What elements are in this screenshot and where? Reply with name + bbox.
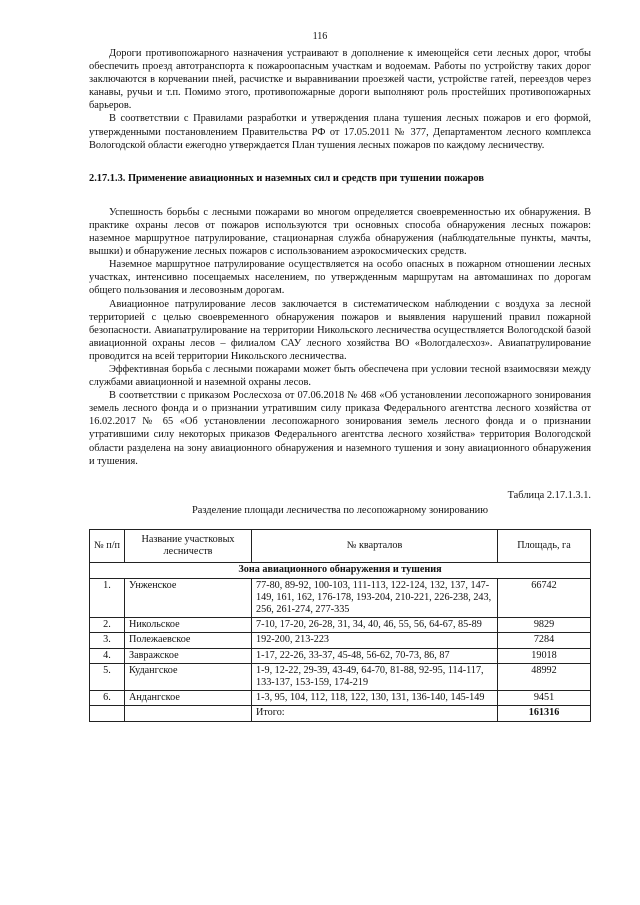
- cell-num: 5.: [90, 663, 125, 690]
- cell-area: 9829: [498, 618, 591, 633]
- section-heading: 2.17.1.3. Применение авиационных и наземных сил и средств при тушении пожаров: [89, 172, 484, 184]
- cell-name: Завражское: [125, 648, 252, 663]
- cell-area: 9451: [498, 691, 591, 706]
- cell-quarters: 1-17, 22-26, 33-37, 45-48, 56-62, 70-73, 86, 87: [252, 648, 498, 663]
- cell-area: 48992: [498, 663, 591, 690]
- cell-num: 6.: [90, 691, 125, 706]
- cell-quarters: 192-200, 213-223: [252, 633, 498, 648]
- cell-num: 3.: [90, 633, 125, 648]
- zone-label: Зона авиационного обнаружения и тушения: [90, 563, 591, 578]
- table-row: [90, 663, 591, 690]
- document-body: [89, 47, 591, 722]
- cell-area: 66742: [498, 578, 591, 618]
- cell-name: Андангское: [125, 691, 252, 706]
- total-value: 161316: [498, 706, 591, 721]
- paragraph: Авиационное патрулирование лесов заключается в систематическом наблюдении с воздуха за лесной территорией с целью своевременного обнаружения пожаров и выявления нарушений правил пожарной безопасности. Авиапатрулирование на территории Никольского лесничества осуществляется Вологодской базой авиационной охраны лесов – филиалом САУ лесного хозяйства ВО «Вологдалесхоз». Авиапатрулирование проводится на всей территории Никольского лесничества.: [89, 298, 591, 362]
- paragraph: Успешность борьбы с лесными пожарами во многом определяется своевременностью их обнаружения. В практике охраны лесов от пожаров используются три основных способа обнаружения лесных пожаров: наземное маршрутное патрулирование, стационарная служба обнаружения (наблюдательные пункты, мачты, вышки) и обнаружение лесных пожаров с использованием аэрокосмических средств.: [89, 206, 591, 258]
- cell-name: Кудангское: [125, 663, 252, 690]
- cell-empty: [125, 706, 252, 721]
- table-row: [90, 578, 591, 618]
- paragraph: В соответствии с приказом Рослесхоза от 07.06.2018 № 468 «Об установлении лесопожарного зонирования земель лесного фонда и о признании утратившим силу приказа Федерального агентства лесного хозяйства от 16.02.2017 № 65 «Об установлении лесопожарного зонирования земель лесного фонда и о признании утратившими силу некоторых приказов Федерального агентства лесного хозяйства» территория Вологодской области разделена на зону авиационного обнаружения и наземного тушения и зону авиационного обнаружения и тушения.: [89, 390, 591, 467]
- header-name: Название участковых лесничеств: [125, 529, 252, 562]
- cell-empty: [90, 706, 125, 721]
- page-number: 116: [312, 31, 328, 42]
- cell-num: 2.: [90, 618, 125, 633]
- paragraph: В соответствии с Правилами разработки и утверждения плана тушения лесных пожаров и его формой, утвержденными постановлением Правительства РФ от 17.05.2011 № 377, Департаментом лесного комплекса Вологодской области ежегодно утверждается План тушения лесных пожаров по каждому лесничеству.: [89, 113, 591, 151]
- cell-name: Полежаевское: [125, 633, 252, 648]
- cell-num: 4.: [90, 648, 125, 663]
- header-area: Площадь, га: [498, 529, 591, 562]
- cell-area: 7284: [498, 633, 591, 648]
- cell-quarters: 7-10, 17-20, 26-28, 31, 34, 40, 46, 55, 56, 64-67, 85-89: [252, 618, 498, 633]
- table-row: [90, 691, 591, 706]
- paragraph: Дороги противопожарного назначения устраивают в дополнение к имеющейся сети лесных дорог, чтобы обеспечить проезд автотранспорта к пожароопасным участкам и водоемам. Работы по устройству таких дорог заключаются в корчевании пней, расчистке и выравнивании проезжей части, устройстве гатей, переездов через канавы, ручьи и т.п. Помимо этого, противопожарные дороги выполняют роль простейших противопожарных барьеров.: [89, 48, 591, 112]
- total-row: [90, 706, 591, 721]
- cell-num: 1.: [90, 578, 125, 618]
- paragraph: Эффективная борьба с лесными пожарами может быть обеспечена при условии тесной взаимосвязи между службами авиационной и наземной охраны лесов.: [89, 363, 591, 389]
- header-num: № п/п: [90, 529, 125, 562]
- cell-quarters: 1-9, 12-22, 29-39, 43-49, 64-70, 81-88, 92-95, 114-117, 133-137, 153-159, 174-219: [252, 663, 498, 690]
- table-number: Таблица 2.17.1.3.1.: [507, 489, 591, 501]
- table-header-row: [90, 529, 591, 562]
- header-quarters: № кварталов: [252, 529, 498, 562]
- table-row: [90, 648, 591, 663]
- cell-name: Унженское: [125, 578, 252, 618]
- table-row: [90, 618, 591, 633]
- zone-row: [90, 563, 591, 578]
- total-label: Итого:: [252, 706, 498, 721]
- table-row: [90, 633, 591, 648]
- cell-area: 19018: [498, 648, 591, 663]
- table-title: Разделение площади лесничества по лесопожарному зонированию: [192, 504, 488, 516]
- cell-name: Никольское: [125, 618, 252, 633]
- cell-quarters: 1-3, 95, 104, 112, 118, 122, 130, 131, 136-140, 145-149: [252, 691, 498, 706]
- cell-quarters: 77-80, 89-92, 100-103, 111-113, 122-124, 132, 137, 147-149, 161, 162, 176-178, 193-204, 210-221, 226-238, 243, 256, 261-274, 277-335: [252, 578, 498, 618]
- zoning-table: [89, 529, 591, 722]
- paragraph: Наземное маршрутное патрулирование осуществляется на особо опасных в пожарном отношении лесных участках, интенсивно посещаемых населением, по утвержденным маршрутам на автомашинах по дорогам общего пользования и лесовозным дорогам.: [89, 259, 591, 297]
